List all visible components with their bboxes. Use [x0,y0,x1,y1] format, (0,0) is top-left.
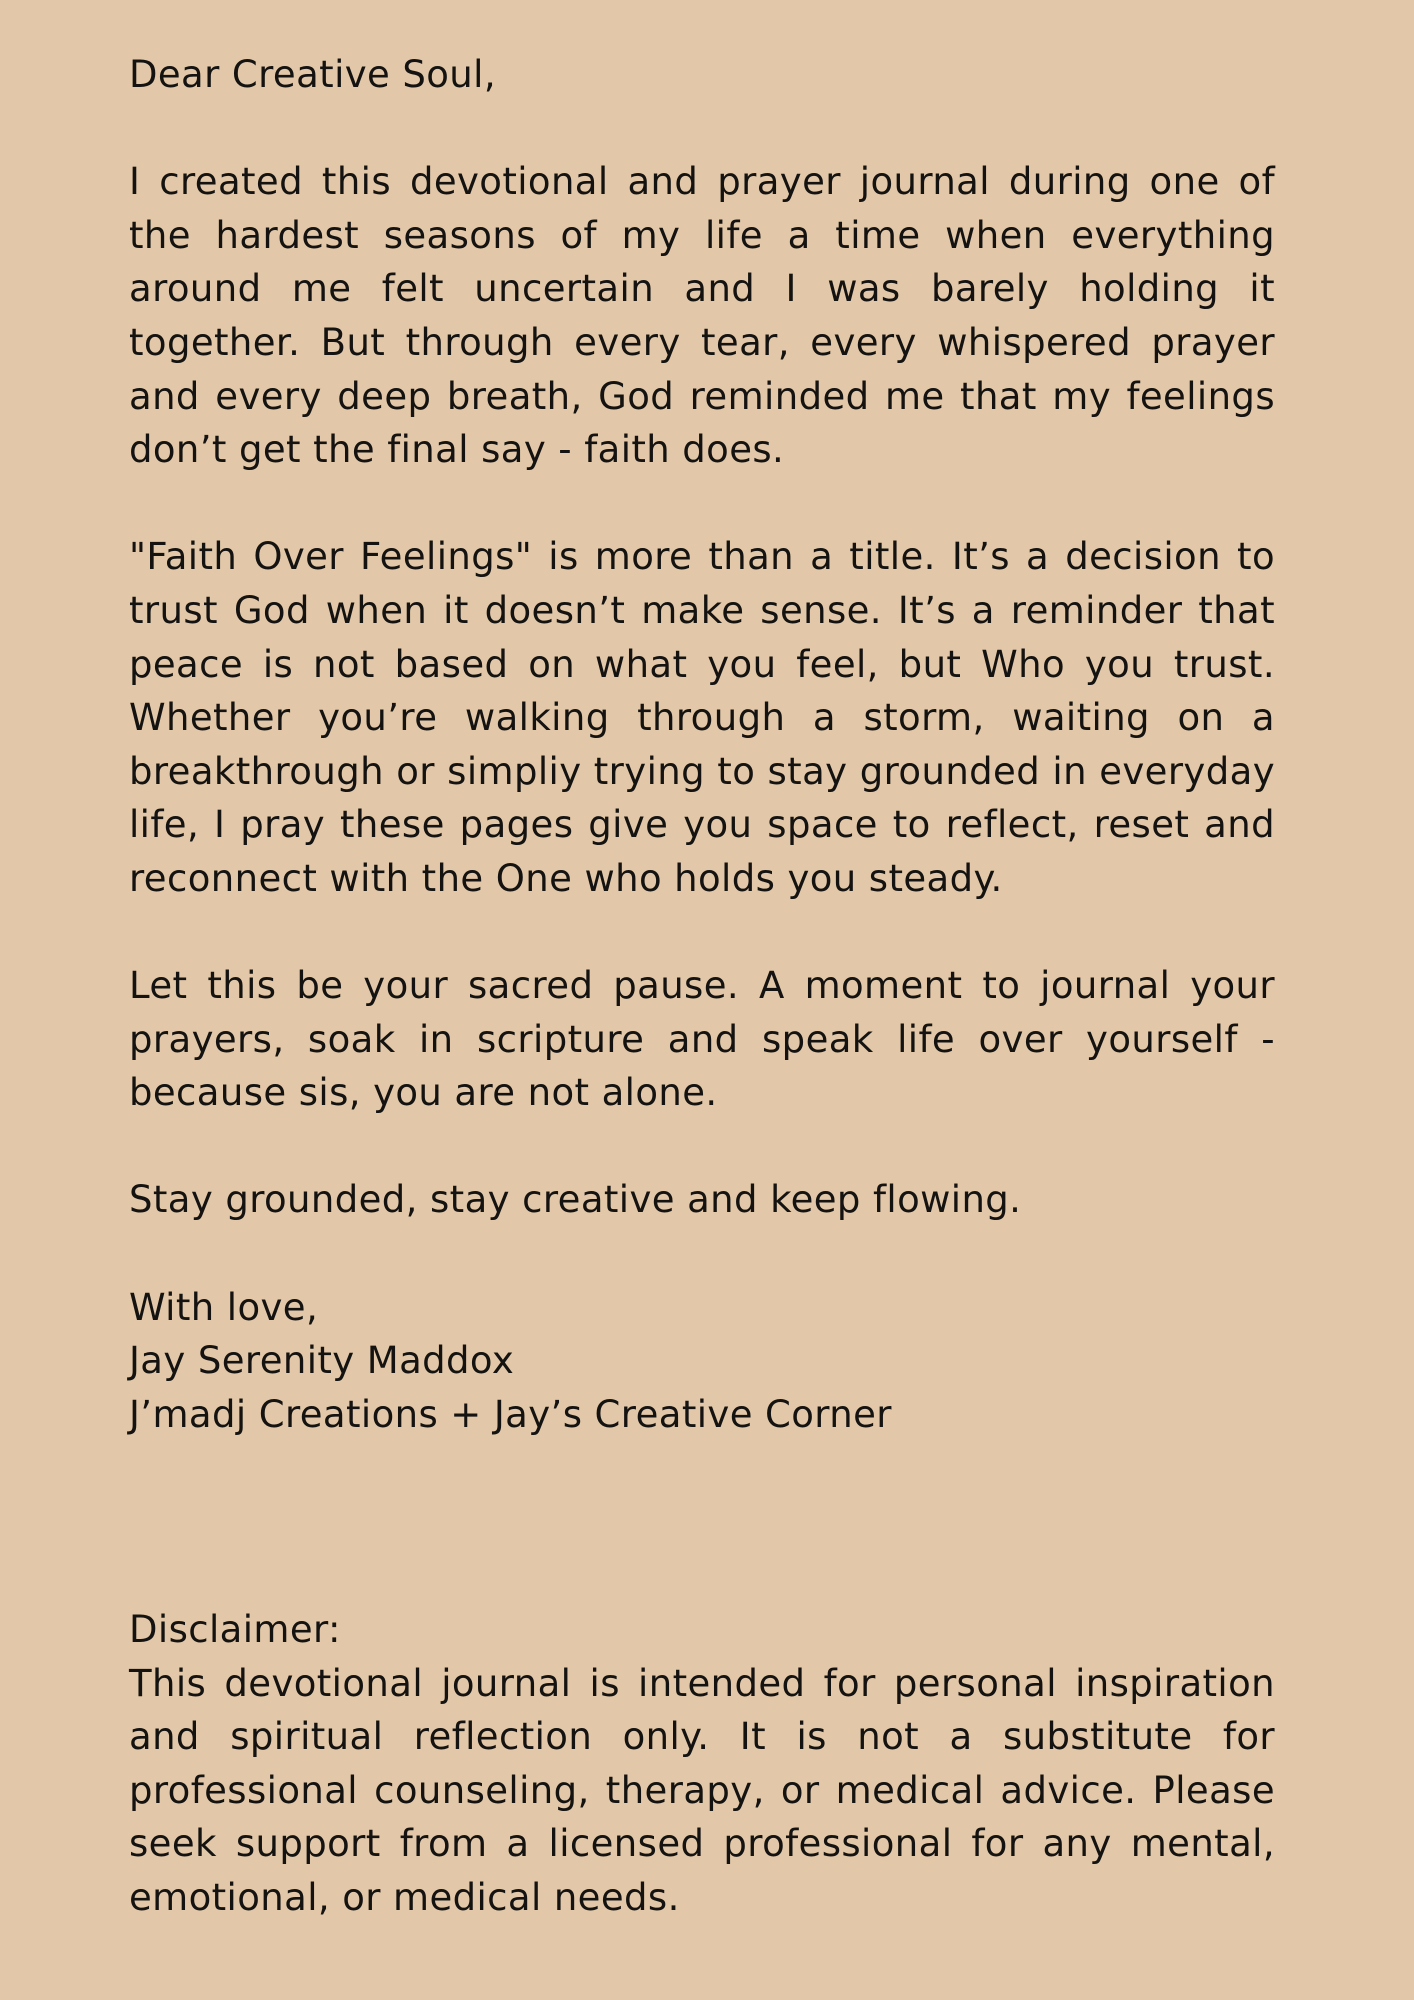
letter-paragraph-sacred-pause: Let this be your sacred pause. A moment to journal your prayers, soak in scripture and speak life over yourself - because sis, you are not alone. [129,964,1275,1115]
disclaimer-label: Disclaimer: [129,1608,341,1651]
letter-paragraph-faith-over-feelings: "Faith Over Feelings" is more than a title. It’s a decision to trust God when it doesn’t make sense. It’s a reminder that peace is not based on what you feel, but Who you trust. Whether you’re walking through a storm, waiting on a breakthrough or simpliy trying to stay grounded in everyday life, I pray these pages give you space to reflect, reset and reconnect with the One who holds you steady. [129,535,1275,900]
letter-greeting: Dear Creative Soul, [129,53,496,96]
disclaimer-text: This devotional journal is intended for personal inspiration and spiritual reflection only. It is not a substitute for professional counseling, therapy, or medical advice. Please seek support from a licensed professional for any mental, emotional, or medical needs. [129,1661,1275,1919]
disclaimer [129,1603,1275,1925]
letter-signature [129,1281,1275,1442]
letter-paragraph-intro: I created this devotional and prayer journal during one of the hardest seasons of my life a time when everything around me felt uncertain and I was barely holding it together. But through every tear, every whispered prayer and every deep breath, God reminded me that my feelings don’t get the final say - faith does. [129,160,1275,472]
brand-name: J’madj Creations + Jay’s Creative Corner [129,1392,892,1436]
author-name: Jay Serenity Maddox [129,1339,515,1383]
letter-closing-line: Stay grounded, stay creative and keep flowing. [129,1178,1022,1222]
letter [129,48,1275,1441]
sign-off: With love, [129,1285,319,1329]
